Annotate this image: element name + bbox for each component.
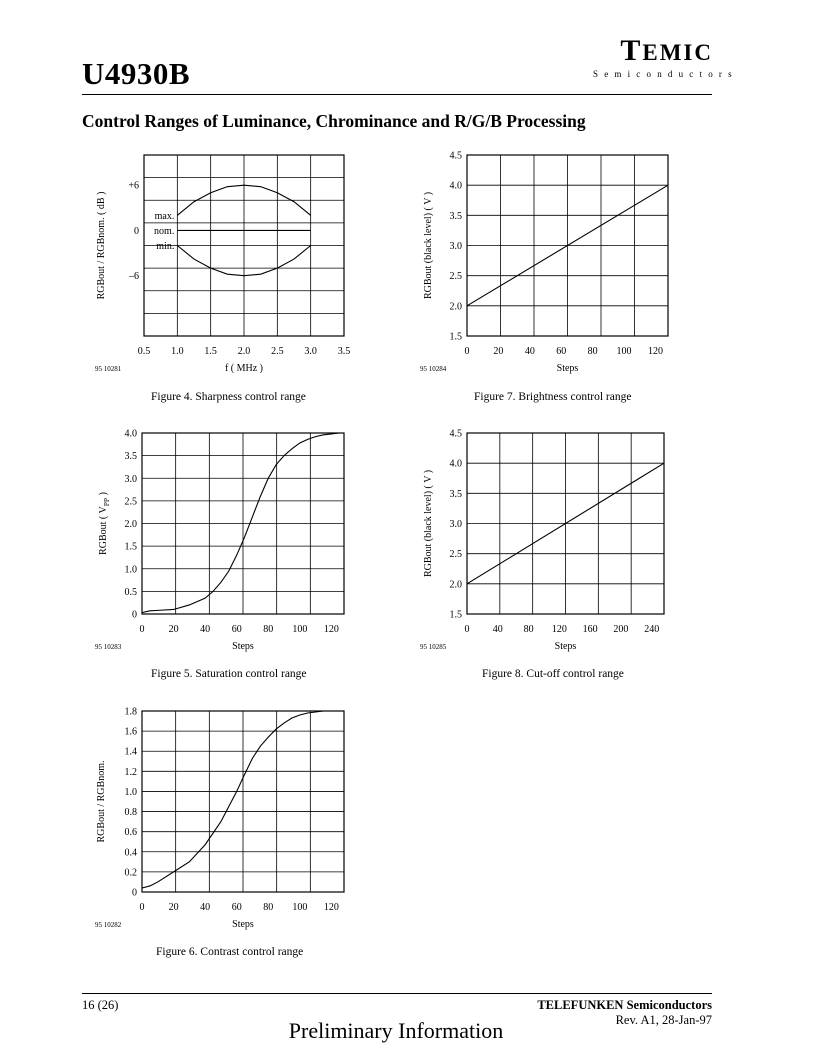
figure-4-chart [90, 145, 380, 410]
y-tick-label: 0 [132, 887, 137, 899]
y-tick-label: 2.5 [449, 271, 462, 283]
y-tick-label: 0 [132, 609, 137, 621]
y-tick-label: 0.4 [124, 847, 137, 859]
x-axis-label: Steps [232, 919, 254, 930]
x-tick-label: 120 [647, 346, 663, 357]
y-tick-label: 0.6 [124, 827, 137, 839]
y-tick-label: 0.8 [124, 807, 137, 819]
series-label: nom. [154, 225, 175, 237]
x-tick-label: 80 [263, 624, 274, 635]
y-tick-label: 3.5 [124, 451, 137, 463]
y-tick-label: 3.0 [449, 519, 462, 530]
preliminary-information: Preliminary Information [288, 1018, 504, 1043]
x-tick-label: 200 [613, 624, 629, 635]
figure-id: 95 10284 [420, 365, 447, 373]
y-axis-label [98, 492, 111, 555]
y-label-sub: PP [102, 497, 111, 507]
x-tick-label: 0 [139, 624, 145, 635]
x-tick-label: 120 [551, 624, 567, 635]
x-tick-label: 100 [616, 346, 632, 357]
y-tick-label: +6 [128, 180, 139, 192]
x-tick-label: 20 [168, 902, 179, 913]
x-tick-label: 0 [139, 902, 145, 913]
x-axis-label: Steps [554, 641, 577, 652]
y-tick-label: 4.5 [449, 150, 462, 162]
y-label-end: ) [98, 492, 109, 498]
footer-rule [82, 993, 712, 994]
x-tick-label: 100 [292, 902, 308, 913]
x-tick-label: 40 [200, 902, 211, 913]
y-tick-label: 3.0 [449, 241, 462, 252]
x-tick-label: 100 [292, 624, 308, 635]
x-axis-label: Steps [232, 641, 254, 652]
logo-first-letter: T [620, 34, 643, 67]
x-tick-label: 40 [524, 346, 535, 357]
y-tick-label: 4.0 [449, 458, 462, 470]
y-tick-label: 1.5 [449, 609, 462, 621]
y-tick-label: 1.4 [124, 746, 137, 758]
y-axis-label: RGBout / RGBnom. ( dB ) [96, 191, 107, 300]
figure-id: 95 10281 [95, 365, 122, 373]
logo-main [593, 36, 713, 68]
section-title: Control Ranges of Luminance, Chrominance and R/G/B Processing [82, 111, 586, 131]
figure-6-chart [90, 700, 380, 965]
x-tick-label: 20 [493, 346, 504, 357]
y-tick-label: 2.0 [449, 579, 462, 591]
x-tick-label: 1.0 [171, 346, 184, 357]
x-tick-label: 0 [464, 346, 470, 357]
doc-title: U4930B [82, 56, 191, 91]
y-tick-label: –6 [129, 271, 139, 283]
y-label-main: RGBout ( V [98, 506, 109, 555]
x-tick-label: 120 [323, 624, 339, 635]
figure-5-chart [90, 423, 380, 685]
figure-id: 95 10282 [95, 921, 122, 929]
grid [142, 433, 344, 614]
y-tick-label: 3.5 [449, 488, 462, 500]
x-axis-label: f ( MHz ) [224, 363, 264, 374]
x-tick-label: 1.5 [204, 346, 217, 357]
x-tick-label: 3.5 [337, 346, 351, 357]
x-tick-label: 60 [231, 902, 242, 913]
y-tick-label: 1.5 [124, 541, 137, 553]
logo-sub: Semiconductors [593, 69, 738, 79]
y-tick-label: 1.0 [124, 786, 137, 798]
figure-caption: Figure 7. Brightness control range [474, 391, 632, 403]
footer-company: TELEFUNKEN Semiconductors [537, 998, 712, 1012]
x-tick-label: 20 [168, 624, 179, 635]
y-tick-label: 2.0 [124, 519, 137, 530]
header-rule [82, 94, 712, 95]
x-tick-label: 40 [492, 624, 503, 635]
y-tick-label: 0.2 [124, 867, 137, 879]
series-label: max. [154, 210, 175, 222]
y-tick-label: 0.5 [124, 586, 137, 598]
figure-id: 95 10283 [95, 643, 122, 651]
y-tick-label: 0 [134, 225, 139, 237]
figure-7-chart [415, 145, 705, 410]
y-tick-label: 2.5 [124, 496, 137, 508]
y-axis-label: RGBout (black level) ( V ) [423, 191, 434, 300]
x-tick-label: 80 [587, 346, 598, 357]
x-tick-label: 3.0 [304, 346, 317, 357]
y-tick-label: 1.5 [449, 331, 462, 343]
y-tick-label: 1.8 [124, 706, 137, 718]
y-axis-label: RGBout / RGBnom. [96, 760, 107, 843]
x-tick-label: 120 [323, 902, 339, 913]
y-tick-label: 1.6 [124, 726, 137, 738]
logo-rest: EMIC [642, 40, 713, 65]
temic-logo [593, 34, 738, 79]
y-tick-label: 1.2 [124, 766, 137, 778]
x-tick-label: 2.5 [271, 346, 284, 357]
x-tick-label: 60 [231, 624, 242, 635]
x-tick-label: 0.5 [137, 346, 151, 357]
y-tick-label: 2.0 [449, 301, 462, 313]
y-tick-label: 3.5 [449, 210, 462, 222]
y-tick-label: 4.5 [449, 428, 462, 440]
y-tick-label: 4.0 [124, 428, 137, 440]
y-tick-label: 4.0 [449, 180, 462, 192]
y-tick-label: 3.0 [124, 473, 137, 485]
figure-id: 95 10285 [420, 643, 447, 651]
x-tick-label: 0 [464, 624, 470, 635]
y-axis-label: RGBout (black level) ( V ) [423, 469, 434, 578]
grid [142, 711, 344, 892]
x-tick-label: 40 [200, 624, 211, 635]
page-number: 16 (26) [82, 998, 119, 1012]
y-tick-label: 2.5 [449, 549, 462, 561]
figure-caption: Figure 5. Saturation control range [151, 668, 307, 680]
figure-caption: Figure 6. Contrast control range [156, 946, 304, 958]
x-tick-label: 60 [556, 346, 567, 357]
x-tick-label: 240 [644, 624, 660, 635]
x-tick-label: 2.0 [237, 346, 251, 357]
figure-8-chart [415, 423, 705, 685]
x-tick-label: 80 [263, 902, 274, 913]
x-tick-label: 80 [523, 624, 534, 635]
x-tick-label: 160 [582, 624, 598, 635]
series-label: min. [156, 241, 175, 252]
figure-caption: Figure 8. Cut-off control range [482, 668, 624, 680]
y-tick-label: 1.0 [124, 564, 137, 576]
x-axis-label: Steps [556, 363, 579, 374]
footer-revision: Rev. A1, 28-Jan-97 [615, 1013, 712, 1027]
figure-caption: Figure 4. Sharpness control range [151, 391, 306, 403]
